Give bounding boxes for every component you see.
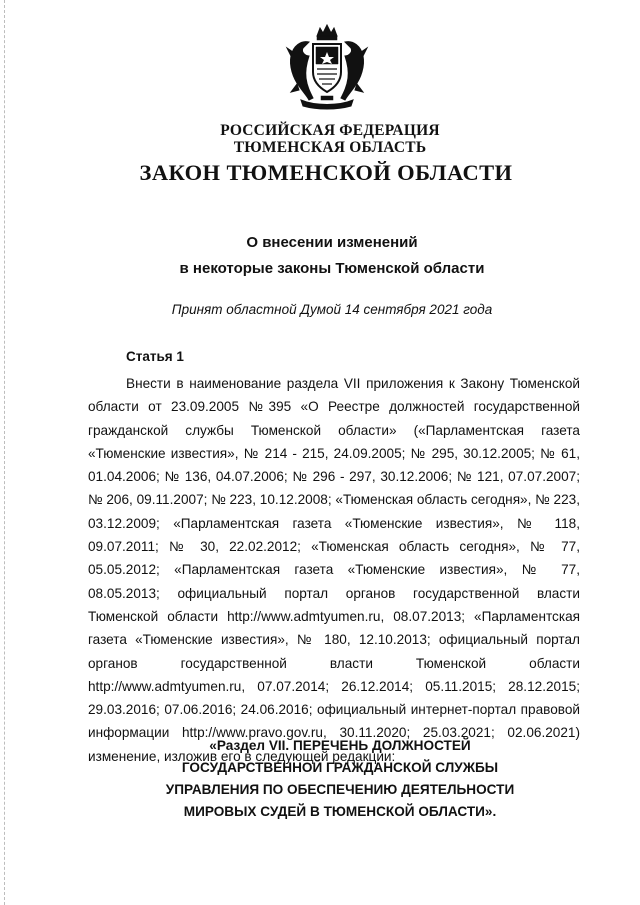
header-region: ТЮМЕНСКАЯ ОБЛАСТЬ: [233, 139, 427, 156]
header-country: РОССИЙСКАЯ ФЕДЕРАЦИЯ: [220, 122, 440, 139]
law-heading: ЗАКОН ТЮМЕНСКОЙ ОБЛАСТИ: [139, 160, 513, 185]
coat-of-arms-icon: [279, 22, 375, 112]
section-title-line-4: МИРОВЫХ СУДЕЙ В ТЮМЕНСКОЙ ОБЛАСТИ».: [183, 804, 497, 819]
adoption-note: Принят областной Думой 14 сентября 2021 года: [171, 302, 493, 317]
law-title-line-1: О внесении изменений: [246, 234, 418, 251]
article-heading: Статья 1: [126, 349, 184, 364]
article-body: Внести в наименование раздела VII приложения к Закону Тюменской области от 23.09.2005 №395 «О Реестре должностей государственной гражданской службы Тюменской области» («Парламентская газета «Тюменские известия», № 214 - 215, 24.09.2005; № 295, 30.12.2005; № 61, 01.04.2006; № 136, 04.07.2006; № 296 - 297, 30.12.2006; № 121, 07.07.2007; № 206, 09.11.2007; № 223, 10.12.2008; «Тюменская область сегодня», № 223, 03.12.2009; «Парламентская газета «Тюменские известия», № 118, 09.07.2011; № 30, 22.02.2012; «Тюменская область сегодня», № 77, 05.05.2012; «Парламентская газета «Тюменские известия», № 77, 08.05.2013; официальный портал органов государственной власти Тюменской области http://www.admtyumen.ru, 08.07.2013; «Парламентская газета «Тюменские известия», № 180, 12.10.2013; официальный портал органов государственной власти Тюменской области http://www.admtyumen.ru, 07.07.2014; 26.12.2014; 05.11.2015; 28.12.2015; 29.03.2016; 07.06.2016; 24.06.2016; официальный интернет-портал правовой информации http://www.pravo.gov.ru, 30.11.2020; 25.03.2021; 02.06.2021) изменение, изложив его в следующей редакции:: [88, 376, 580, 764]
section-title-line-1: «Раздел VII. ПЕРЕЧЕНЬ ДОЛЖНОСТЕЙ: [209, 738, 471, 753]
section-title-line-2: ГОСУДАРСТВЕННОЙ ГРАЖДАНСКОЙ СЛУЖБЫ: [181, 760, 499, 775]
section-title-line-3: УПРАВЛЕНИЯ ПО ОБЕСПЕЧЕНИЮ ДЕЯТЕЛЬНОСТИ: [165, 782, 515, 797]
law-title-line-2: в некоторые законы Тюменской области: [179, 260, 485, 277]
scan-edge-divider: [4, 0, 5, 905]
